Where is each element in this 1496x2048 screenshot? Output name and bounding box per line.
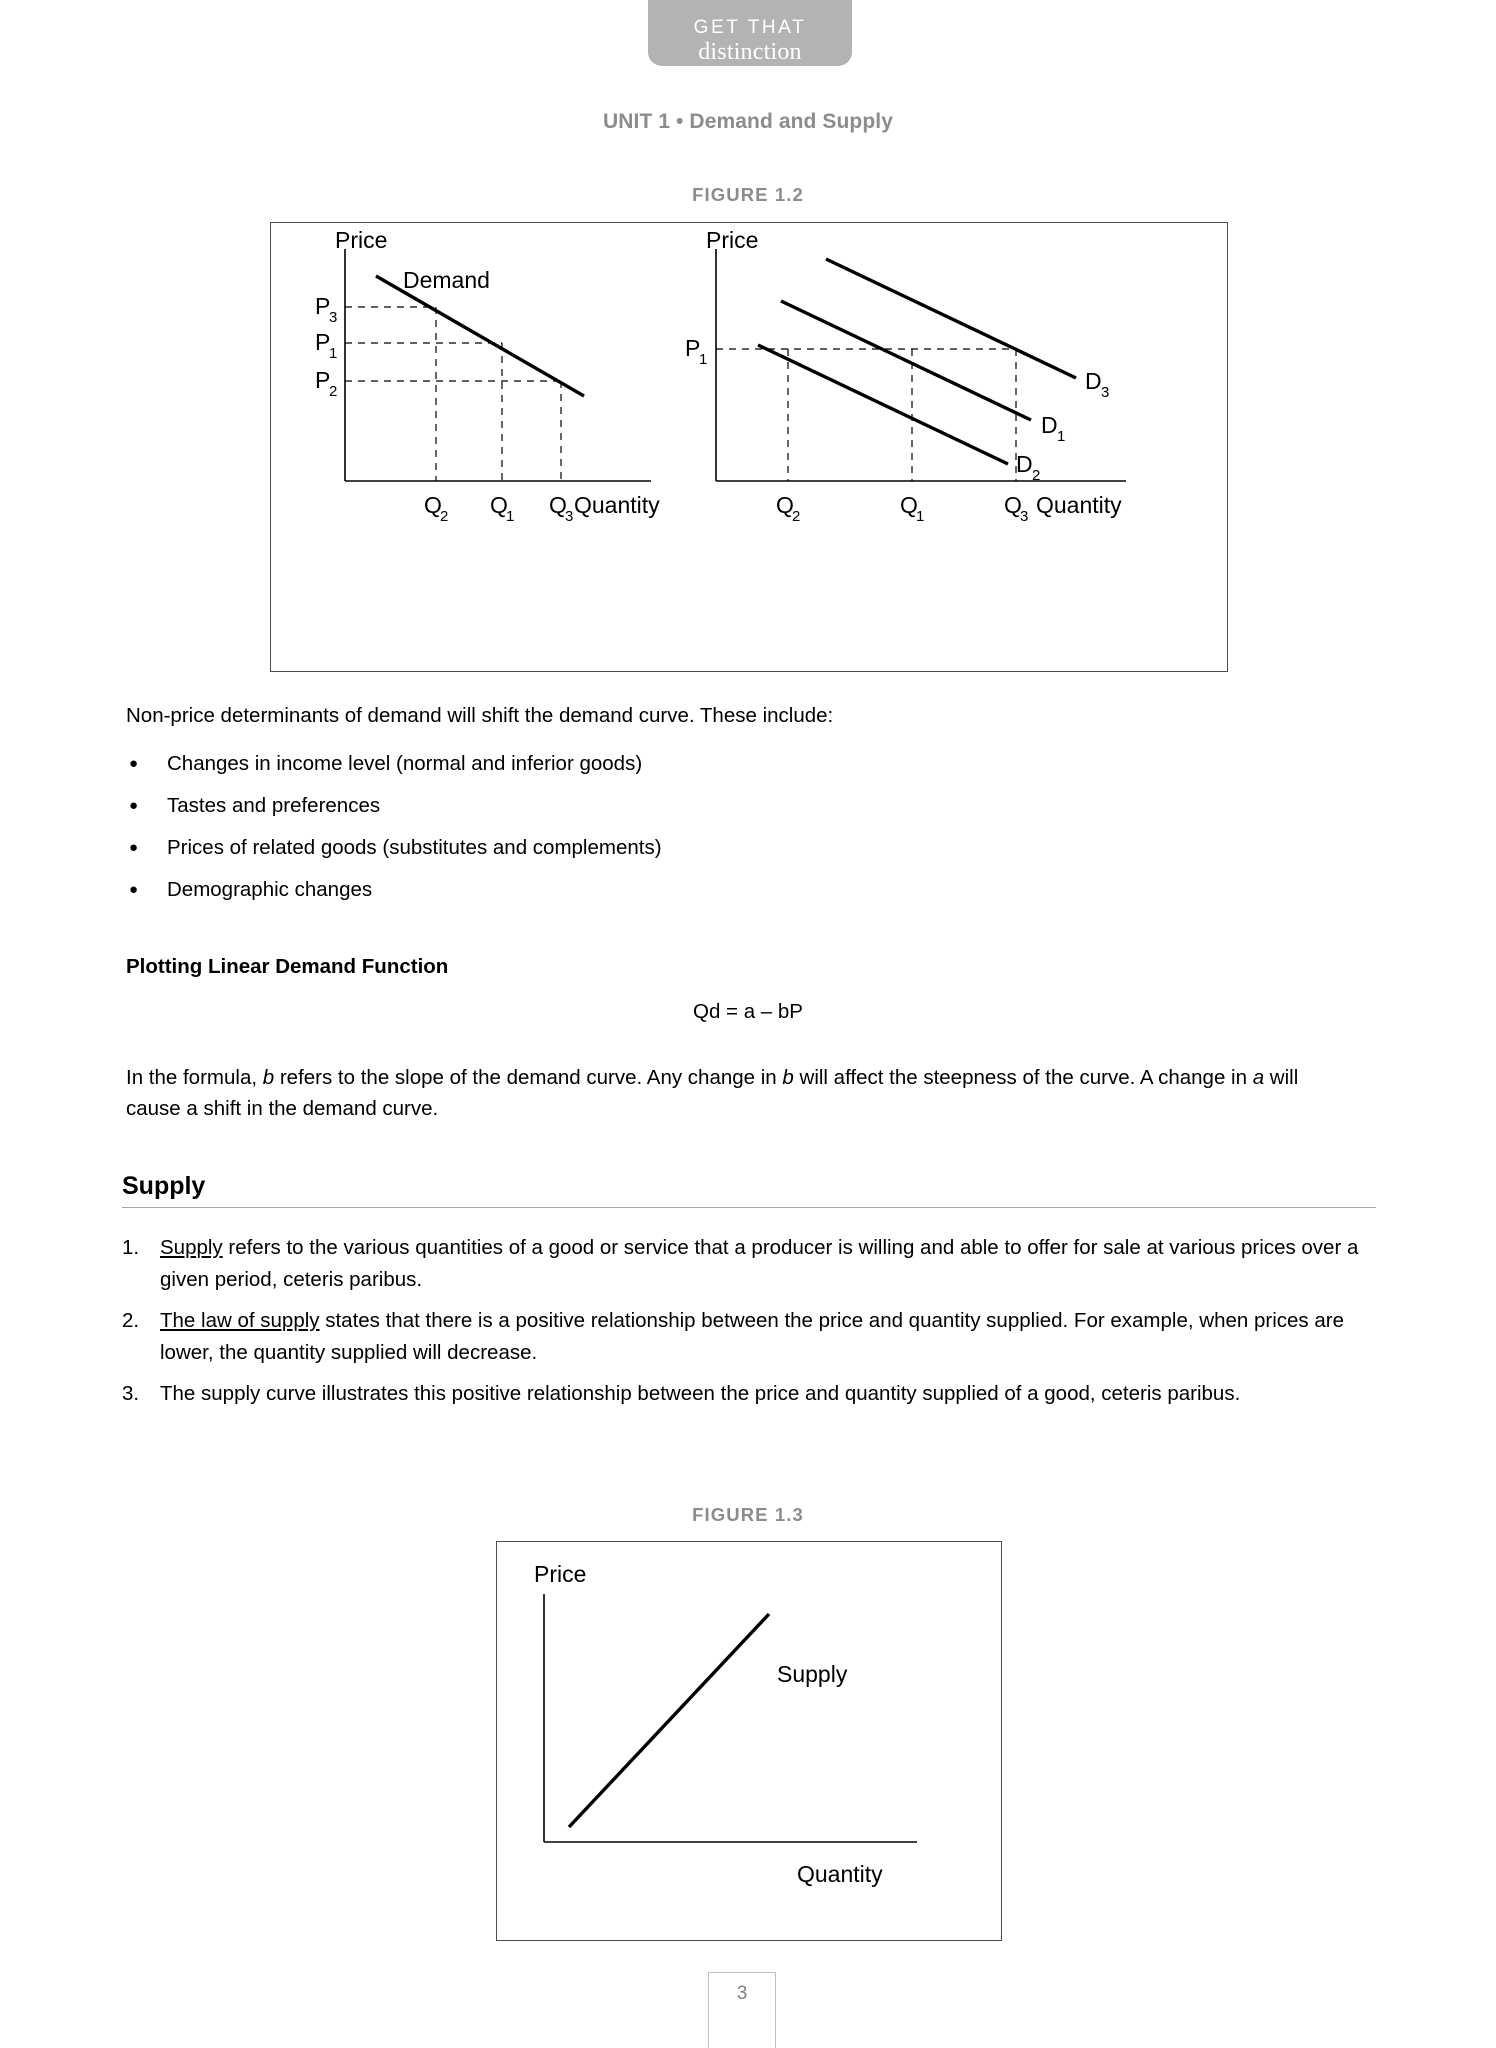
list-item-body xyxy=(160,1232,1380,1295)
list-item xyxy=(122,1378,1380,1410)
left-demand-curve xyxy=(376,276,584,396)
determinants-bullet-list xyxy=(126,748,1246,916)
list-item xyxy=(122,1232,1380,1295)
list-item xyxy=(126,832,1246,874)
bullet-text: Tastes and preferences xyxy=(167,794,381,817)
left-tick-q2: Q xyxy=(424,492,442,518)
left-tick-q2-sub: 2 xyxy=(440,508,449,525)
supply-x-axis-label: Quantity xyxy=(797,1861,883,1887)
left-demand-chart xyxy=(315,227,660,525)
right-tick-p1-sub: 1 xyxy=(699,351,708,368)
list-item xyxy=(126,874,1246,916)
label-d3-sub: 3 xyxy=(1101,384,1110,401)
right-tick-q1-sub: 1 xyxy=(916,508,925,525)
label-d2-sub: 2 xyxy=(1032,467,1041,484)
plotting-linear-demand-heading: Plotting Linear Demand Function xyxy=(126,955,449,978)
left-tick-q1-sub: 1 xyxy=(506,508,515,525)
list-item-number: 1. xyxy=(122,1236,140,1259)
formula-text-part-2: refers to the slope of the demand curve. Any change in xyxy=(274,1066,783,1089)
demand-formula: Qd = a – bP xyxy=(693,1000,803,1023)
supply-curve-label: Supply xyxy=(777,1661,848,1687)
bullet-text: Demographic changes xyxy=(167,878,373,901)
left-tick-p1-sub: 1 xyxy=(329,345,338,362)
bullet-icon: ● xyxy=(129,881,139,898)
curve-d3 xyxy=(826,259,1076,378)
page-number: 3 xyxy=(708,1972,776,2048)
right-tick-q3-sub: 3 xyxy=(1020,508,1029,525)
curve-d2 xyxy=(758,345,1008,464)
left-tick-p3: P xyxy=(315,293,331,319)
list-item-text: The supply curve illustrates this positive relationship between the price and quantity supplied of a good, ceteris paribus. xyxy=(160,1382,1241,1405)
intro-paragraph: Non-price determinants of demand will shift the demand curve. These include: xyxy=(126,704,834,727)
list-item xyxy=(126,748,1246,790)
left-x-axis-label: Quantity xyxy=(574,492,660,518)
right-x-axis-label: Quantity xyxy=(1036,492,1122,518)
label-d3: D xyxy=(1085,368,1102,394)
figure-1-3-caption: FIGURE 1.3 xyxy=(692,1504,804,1525)
logo-line-2: distinction xyxy=(698,39,802,65)
figure-1-2-caption: FIGURE 1.2 xyxy=(692,184,804,205)
bullet-text: Prices of related goods (substitutes and complements) xyxy=(167,836,662,859)
formula-explanation-paragraph xyxy=(126,1062,1326,1124)
figure-1-2-frame xyxy=(270,222,1228,672)
brand-logo-badge xyxy=(648,0,852,66)
left-tick-p3-sub: 3 xyxy=(329,309,338,326)
list-item-number: 3. xyxy=(122,1382,140,1405)
formula-text-part-4: will cause a shift in the demand curve. xyxy=(126,1066,1299,1120)
left-tick-q3-sub: 3 xyxy=(565,508,574,525)
list-item-text: refers to the various quantities of a good or service that a producer is willing and able to offer for sale at various prices over a given period, ceteris paribus. xyxy=(160,1236,1359,1291)
unit-title: UNIT 1 • Demand and Supply xyxy=(603,110,893,133)
supply-y-axis-label: Price xyxy=(534,1561,587,1587)
formula-italic-a: a xyxy=(1252,1066,1265,1089)
left-tick-p1: P xyxy=(315,329,331,355)
formula-italic-b-1: b xyxy=(262,1066,275,1089)
right-demand-shift-chart xyxy=(685,227,1126,525)
label-d1: D xyxy=(1041,412,1058,438)
formula-text-part-3: will affect the steepness of the curve. A change in xyxy=(793,1066,1253,1089)
list-item xyxy=(122,1305,1380,1368)
right-tick-p1: P xyxy=(685,335,701,361)
bullet-text: Changes in income level (normal and inferior goods) xyxy=(167,752,643,775)
right-tick-q3: Q xyxy=(1004,492,1022,518)
formula-text-part-1: In the formula, xyxy=(126,1066,263,1089)
right-tick-q2-sub: 2 xyxy=(792,508,801,525)
list-item-number: 2. xyxy=(122,1309,140,1332)
formula-italic-b-2: b xyxy=(782,1066,794,1089)
right-tick-q2: Q xyxy=(776,492,794,518)
label-d2: D xyxy=(1016,451,1033,477)
right-tick-q1: Q xyxy=(900,492,918,518)
bullet-icon: ● xyxy=(129,797,139,814)
supply-numbered-list xyxy=(122,1232,1380,1420)
figure-1-3-frame xyxy=(496,1541,1002,1941)
list-item-text: states that there is a positive relationship between the price and quantity supplied. For example, when prices are lower, the quantity supplied will decrease. xyxy=(160,1309,1344,1364)
logo-line-1: GET THAT xyxy=(693,17,807,38)
left-tick-p2-sub: 2 xyxy=(329,383,338,400)
bullet-icon: ● xyxy=(129,755,139,772)
left-y-axis-label: Price xyxy=(335,227,388,253)
supply-section-heading: Supply xyxy=(122,1172,1376,1208)
bullet-icon: ● xyxy=(129,839,139,856)
list-item-body xyxy=(160,1305,1380,1368)
underlined-term: The law of supply xyxy=(160,1309,320,1332)
figure-1-2-svg xyxy=(271,223,1226,670)
curve-d1 xyxy=(781,301,1031,420)
supply-curve xyxy=(569,1614,769,1827)
underlined-term: Supply xyxy=(160,1236,223,1259)
right-y-axis-label: Price xyxy=(706,227,759,253)
label-d1-sub: 1 xyxy=(1057,428,1066,445)
list-item xyxy=(126,790,1246,832)
left-curve-label: Demand xyxy=(403,267,490,293)
left-tick-q1: Q xyxy=(490,492,508,518)
left-tick-p2: P xyxy=(315,367,331,393)
left-tick-q3: Q xyxy=(549,492,567,518)
figure-1-3-svg xyxy=(497,1542,1000,1939)
list-item-body xyxy=(160,1378,1380,1410)
